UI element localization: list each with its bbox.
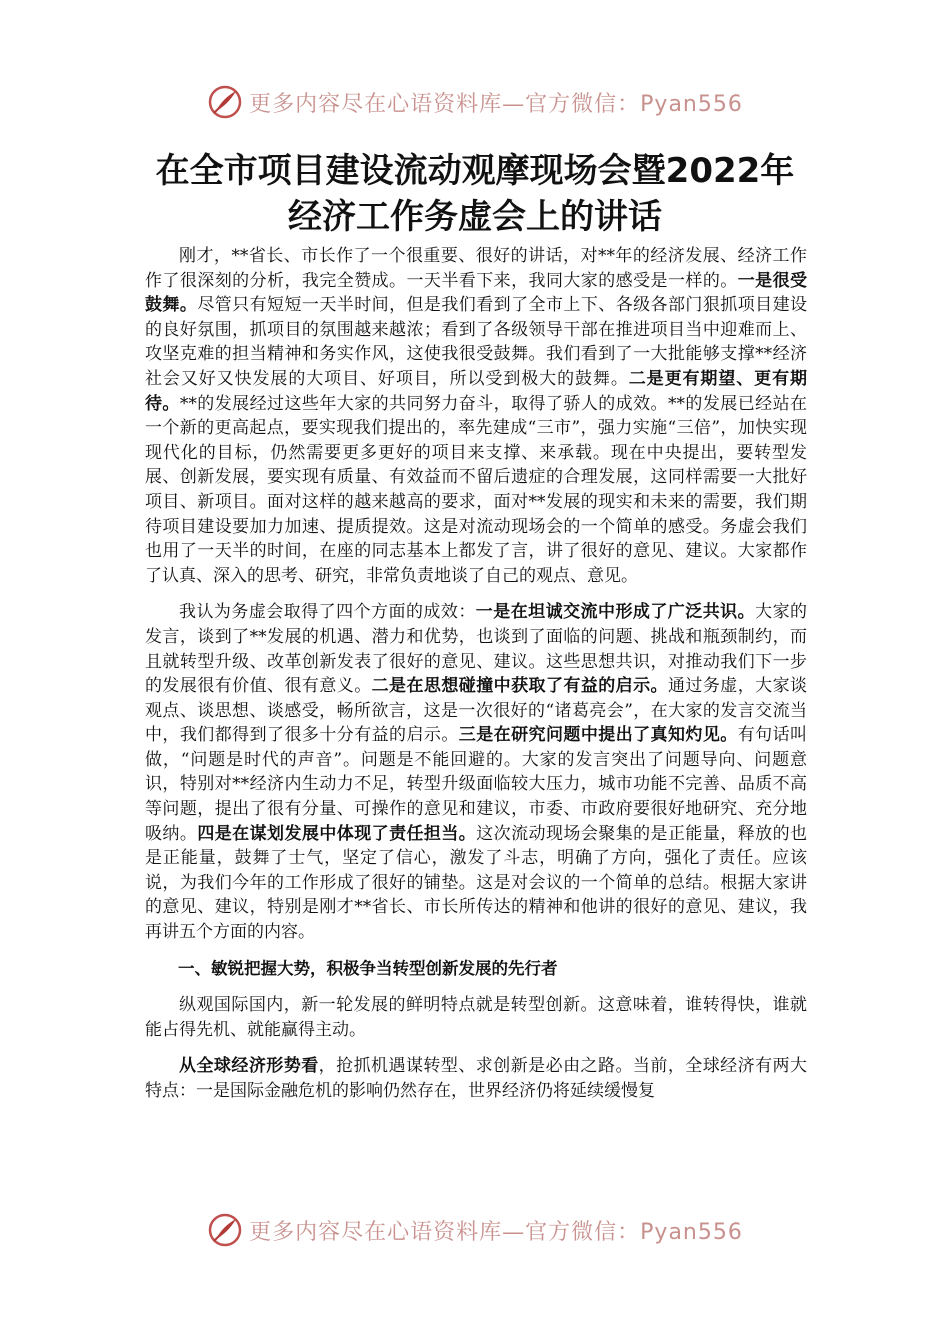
feather-pen-logo-icon — [207, 84, 243, 120]
text-run: 我认为务虚会取得了四个方面的成效： — [179, 602, 476, 623]
page-title — [60, 148, 890, 240]
text-run: ，抢抓机遇谋转型、求创新是必由之路。当前，全球经济有两大特点：一是国际金融危机的影响仍然存在，世界经济仍将延续缓慢复 — [145, 1056, 808, 1101]
paragraph — [145, 600, 807, 944]
document-body — [145, 244, 807, 1116]
bold-phrase: 三是在研究问题中提出了真知灼见。 — [458, 725, 738, 746]
bold-phrase: 二是更有期望、更有期待。 — [145, 368, 807, 414]
bold-phrase: 二是在思想碰撞中获取了有益的启示。 — [371, 676, 668, 697]
wechat-id: Pyan556 — [640, 1219, 743, 1245]
header-banner — [0, 80, 950, 124]
feather-pen-logo-icon — [207, 1212, 243, 1248]
text-run: 尽管只有短短一天半时间，但是我们看到了全市上下、各级各部门狠抓项目建设的良好氛围，抓项目的氛围越来越浓；看到了各级领导干部在推进项目当中迎难而上、攻坚克难的担当精神和务实作风，这使我很受鼓舞。我们看到了一大批能够支撑**经济社会又好又快发展的大项目、好项目，所以受到极大的鼓舞。 — [145, 295, 808, 389]
bold-phrase: 一、敏锐把握大势，积极争当转型创新发展的先行者 — [178, 958, 558, 978]
footer-banner — [0, 1208, 950, 1252]
bold-phrase: 四是在谋划发展中体现了责任担当。 — [197, 823, 477, 844]
bold-phrase: 一是在坦诚交流中形成了广泛共识。 — [475, 602, 756, 623]
section-heading — [145, 957, 807, 982]
text-run: 刚才，**省长、市长作了一个很重要、很好的讲话，对**年的经济发展、经济工作作了很深刻的分析，我完全赞成。一天半看下来，我同大家的感受是一样的。 — [145, 246, 807, 291]
text-run: 有句话叫做，“问题是时代的声音”。问题是不能回避的。大家的发言突出了问题导向、问题意识，特别对**经济内生动力不足，转型升级面临较大压力，城市功能不完善、品质不高等问题，提出了很有分量、可操作的意见和建议，市委、市政府要很好地研究、充分地吸纳。 — [145, 725, 808, 844]
banner-text: 更多内容尽在心语资料库—官方微信：Pyan556 — [249, 1219, 743, 1245]
wechat-id: Pyan556 — [640, 91, 743, 117]
paragraph — [145, 244, 807, 588]
bold-phrase: 一是很受鼓舞。 — [145, 270, 808, 316]
paragraph — [145, 1054, 807, 1103]
bold-phrase: 从全球经济形势看 — [179, 1056, 319, 1077]
title-line-1: 在全市项目建设流动观摩现场会暨2022年 — [155, 151, 795, 191]
title-line-2: 经济工作务虚会上的讲话 — [288, 197, 662, 237]
text-run: **的发展经过这些年大家的共同努力奋斗，取得了骄人的成效。**的发展已经站在一个新的更高起点，要实现我们提出的，率先建成“三市”，强力实施“三倍”，加快实现现代化的目标，仍然需要更多更好的项目来支撑、来承载。现在中央提出，要转型发展、创新发展，要实现有质量、有效益而不留后遗症的合理发展，这同样需要一大批好项目、新项目。面对这样的越来越高的要求，面对**发展的现实和未来的需要，我们期待项目建设要加力加速、提质提效。这是对流动现场会的一个简单的感受。务虚会我们也用了一天半的时间，在座的同志基本上都发了言，讲了很好的意见、建议。大家都作了认真、深入的思考、研究，非常负责地谈了自己的观点、意见。 — [145, 393, 808, 586]
text-run: 通过务虚，大家谈观点、谈思想、谈感受，畅所欲言，这是一次很好的“诸葛亮会”，在大家的发言交流当中，我们都得到了很多十分有益的启示。 — [145, 676, 808, 746]
text-run: 这次流动现场会聚集的是正能量，释放的也是正能量，鼓舞了士气，坚定了信心，激发了斗志，明确了方向，强化了责任。应该说，为我们今年的工作形成了很好的铺垫。这是对会议的一个简单的总结。根据大家讲的意见、建议，特别是刚才**省长、市长所传达的精神和他讲的很好的意见、建议，我再讲五个方面的内容。 — [145, 823, 808, 943]
banner-text: 更多内容尽在心语资料库—官方微信：Pyan556 — [249, 91, 743, 117]
text-run: 大家的发言，谈到了**发展的机遇、潜力和优势，也谈到了面临的问题、挑战和瓶颈制约，而且就转型升级、改革创新发表了很好的意见、建议。这些思想共识，对推动我们下一步的发展很有价值、很有意义。 — [145, 602, 808, 697]
paragraph — [145, 993, 807, 1042]
text-run: 纵观国际国内，新一轮发展的鲜明特点就是转型创新。这意味着，谁转得快，谁就能占得先机、就能赢得主动。 — [145, 995, 807, 1040]
